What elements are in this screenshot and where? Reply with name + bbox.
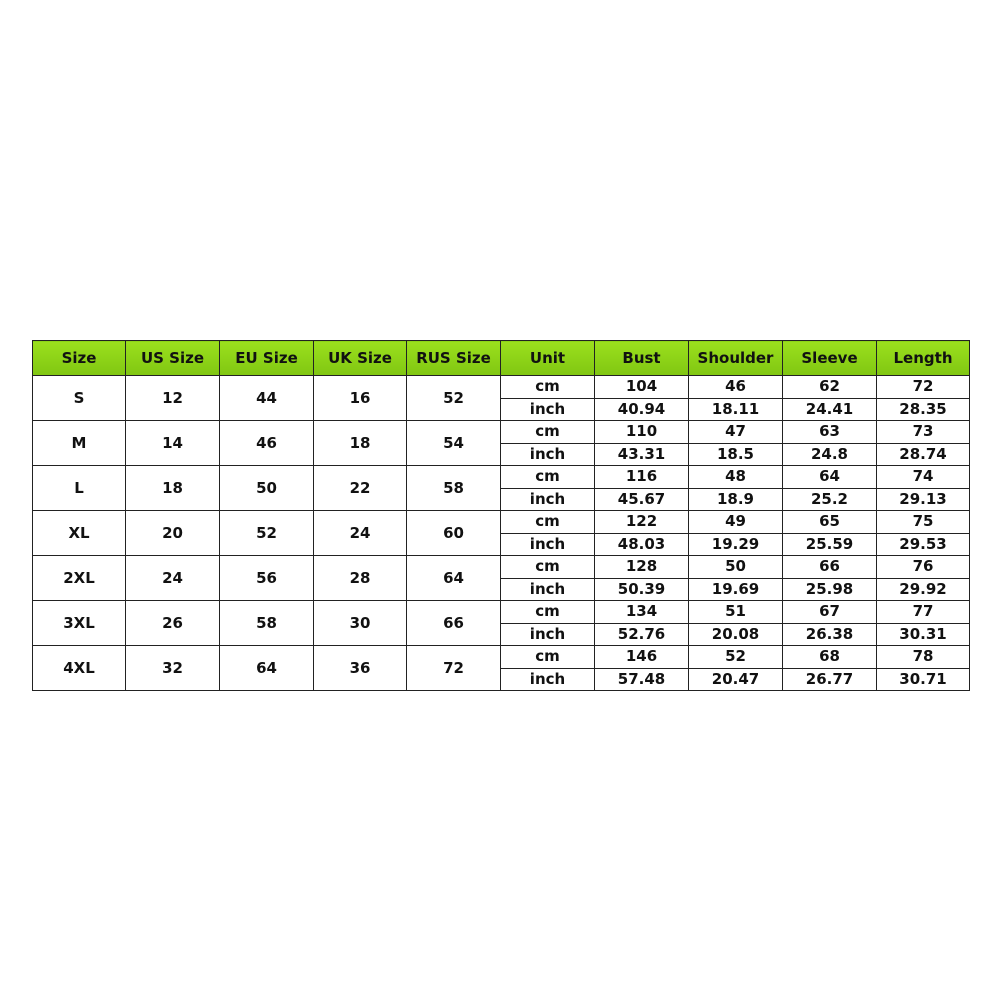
uk-size-cell: 28 — [314, 556, 407, 601]
sleeve-cell: 24.41 — [783, 398, 877, 421]
sleeve-cell: 67 — [783, 601, 877, 624]
sleeve-cell: 63 — [783, 421, 877, 444]
length-cell: 77 — [877, 601, 970, 624]
shoulder-cell: 49 — [689, 511, 783, 534]
unit-cell: inch — [501, 533, 595, 556]
eu-size-cell: 44 — [220, 376, 314, 421]
header-uk-size: UK Size — [314, 341, 407, 376]
unit-cell: cm — [501, 466, 595, 489]
table-header — [33, 341, 970, 376]
sleeve-cell: 26.77 — [783, 668, 877, 691]
shoulder-cell: 48 — [689, 466, 783, 489]
table-body — [33, 376, 970, 691]
shoulder-cell: 20.08 — [689, 623, 783, 646]
eu-size-cell: 52 — [220, 511, 314, 556]
shoulder-cell: 18.9 — [689, 488, 783, 511]
bust-cell: 48.03 — [595, 533, 689, 556]
size-cell: L — [33, 466, 126, 511]
eu-size-cell: 46 — [220, 421, 314, 466]
unit-cell: inch — [501, 443, 595, 466]
unit-cell: inch — [501, 488, 595, 511]
sleeve-cell: 68 — [783, 646, 877, 669]
us-size-cell: 32 — [126, 646, 220, 691]
bust-cell: 128 — [595, 556, 689, 579]
length-cell: 74 — [877, 466, 970, 489]
bust-cell: 52.76 — [595, 623, 689, 646]
uk-size-cell: 36 — [314, 646, 407, 691]
bust-cell: 50.39 — [595, 578, 689, 601]
shoulder-cell: 19.69 — [689, 578, 783, 601]
length-cell: 73 — [877, 421, 970, 444]
size-cell: 2XL — [33, 556, 126, 601]
us-size-cell: 26 — [126, 601, 220, 646]
unit-cell: cm — [501, 376, 595, 399]
length-cell: 29.92 — [877, 578, 970, 601]
rus-size-cell: 54 — [407, 421, 501, 466]
header-bust: Bust — [595, 341, 689, 376]
size-cell: 4XL — [33, 646, 126, 691]
bust-cell: 104 — [595, 376, 689, 399]
table-row — [33, 376, 970, 399]
unit-cell: cm — [501, 601, 595, 624]
sleeve-cell: 65 — [783, 511, 877, 534]
bust-cell: 110 — [595, 421, 689, 444]
size-cell: M — [33, 421, 126, 466]
length-cell: 30.71 — [877, 668, 970, 691]
sleeve-cell: 25.98 — [783, 578, 877, 601]
bust-cell: 122 — [595, 511, 689, 534]
shoulder-cell: 18.11 — [689, 398, 783, 421]
table-row — [33, 511, 970, 534]
sleeve-cell: 24.8 — [783, 443, 877, 466]
table-row — [33, 646, 970, 669]
unit-cell: inch — [501, 398, 595, 421]
sleeve-cell: 26.38 — [783, 623, 877, 646]
rus-size-cell: 66 — [407, 601, 501, 646]
unit-cell: cm — [501, 511, 595, 534]
rus-size-cell: 58 — [407, 466, 501, 511]
bust-cell: 116 — [595, 466, 689, 489]
uk-size-cell: 18 — [314, 421, 407, 466]
header-shoulder: Shoulder — [689, 341, 783, 376]
length-cell: 28.35 — [877, 398, 970, 421]
us-size-cell: 12 — [126, 376, 220, 421]
rus-size-cell: 72 — [407, 646, 501, 691]
bust-cell: 43.31 — [595, 443, 689, 466]
length-cell: 30.31 — [877, 623, 970, 646]
shoulder-cell: 19.29 — [689, 533, 783, 556]
header-row — [33, 341, 970, 376]
eu-size-cell: 64 — [220, 646, 314, 691]
header-size: Size — [33, 341, 126, 376]
eu-size-cell: 56 — [220, 556, 314, 601]
header-eu-size: EU Size — [220, 341, 314, 376]
us-size-cell: 14 — [126, 421, 220, 466]
header-sleeve: Sleeve — [783, 341, 877, 376]
length-cell: 28.74 — [877, 443, 970, 466]
length-cell: 29.13 — [877, 488, 970, 511]
header-us-size: US Size — [126, 341, 220, 376]
eu-size-cell: 58 — [220, 601, 314, 646]
rus-size-cell: 60 — [407, 511, 501, 556]
sleeve-cell: 25.2 — [783, 488, 877, 511]
uk-size-cell: 22 — [314, 466, 407, 511]
unit-cell: inch — [501, 668, 595, 691]
us-size-cell: 18 — [126, 466, 220, 511]
header-unit: Unit — [501, 341, 595, 376]
shoulder-cell: 46 — [689, 376, 783, 399]
table-row — [33, 601, 970, 624]
length-cell: 76 — [877, 556, 970, 579]
bust-cell: 134 — [595, 601, 689, 624]
bust-cell: 146 — [595, 646, 689, 669]
size-cell: XL — [33, 511, 126, 556]
length-cell: 29.53 — [877, 533, 970, 556]
bust-cell: 45.67 — [595, 488, 689, 511]
bust-cell: 57.48 — [595, 668, 689, 691]
unit-cell: inch — [501, 623, 595, 646]
header-length: Length — [877, 341, 970, 376]
unit-cell: cm — [501, 556, 595, 579]
header-rus-size: RUS Size — [407, 341, 501, 376]
size-cell: S — [33, 376, 126, 421]
rus-size-cell: 64 — [407, 556, 501, 601]
uk-size-cell: 24 — [314, 511, 407, 556]
sleeve-cell: 66 — [783, 556, 877, 579]
shoulder-cell: 20.47 — [689, 668, 783, 691]
us-size-cell: 24 — [126, 556, 220, 601]
unit-cell: cm — [501, 646, 595, 669]
sleeve-cell: 25.59 — [783, 533, 877, 556]
unit-cell: cm — [501, 421, 595, 444]
length-cell: 78 — [877, 646, 970, 669]
unit-cell: inch — [501, 578, 595, 601]
shoulder-cell: 51 — [689, 601, 783, 624]
rus-size-cell: 52 — [407, 376, 501, 421]
shoulder-cell: 50 — [689, 556, 783, 579]
sleeve-cell: 64 — [783, 466, 877, 489]
uk-size-cell: 30 — [314, 601, 407, 646]
uk-size-cell: 16 — [314, 376, 407, 421]
sleeve-cell: 62 — [783, 376, 877, 399]
shoulder-cell: 47 — [689, 421, 783, 444]
length-cell: 72 — [877, 376, 970, 399]
length-cell: 75 — [877, 511, 970, 534]
bust-cell: 40.94 — [595, 398, 689, 421]
size-cell: 3XL — [33, 601, 126, 646]
eu-size-cell: 50 — [220, 466, 314, 511]
table-row — [33, 466, 970, 489]
shoulder-cell: 18.5 — [689, 443, 783, 466]
table-row — [33, 421, 970, 444]
size-chart-table — [32, 340, 970, 691]
table-row — [33, 556, 970, 579]
us-size-cell: 20 — [126, 511, 220, 556]
shoulder-cell: 52 — [689, 646, 783, 669]
